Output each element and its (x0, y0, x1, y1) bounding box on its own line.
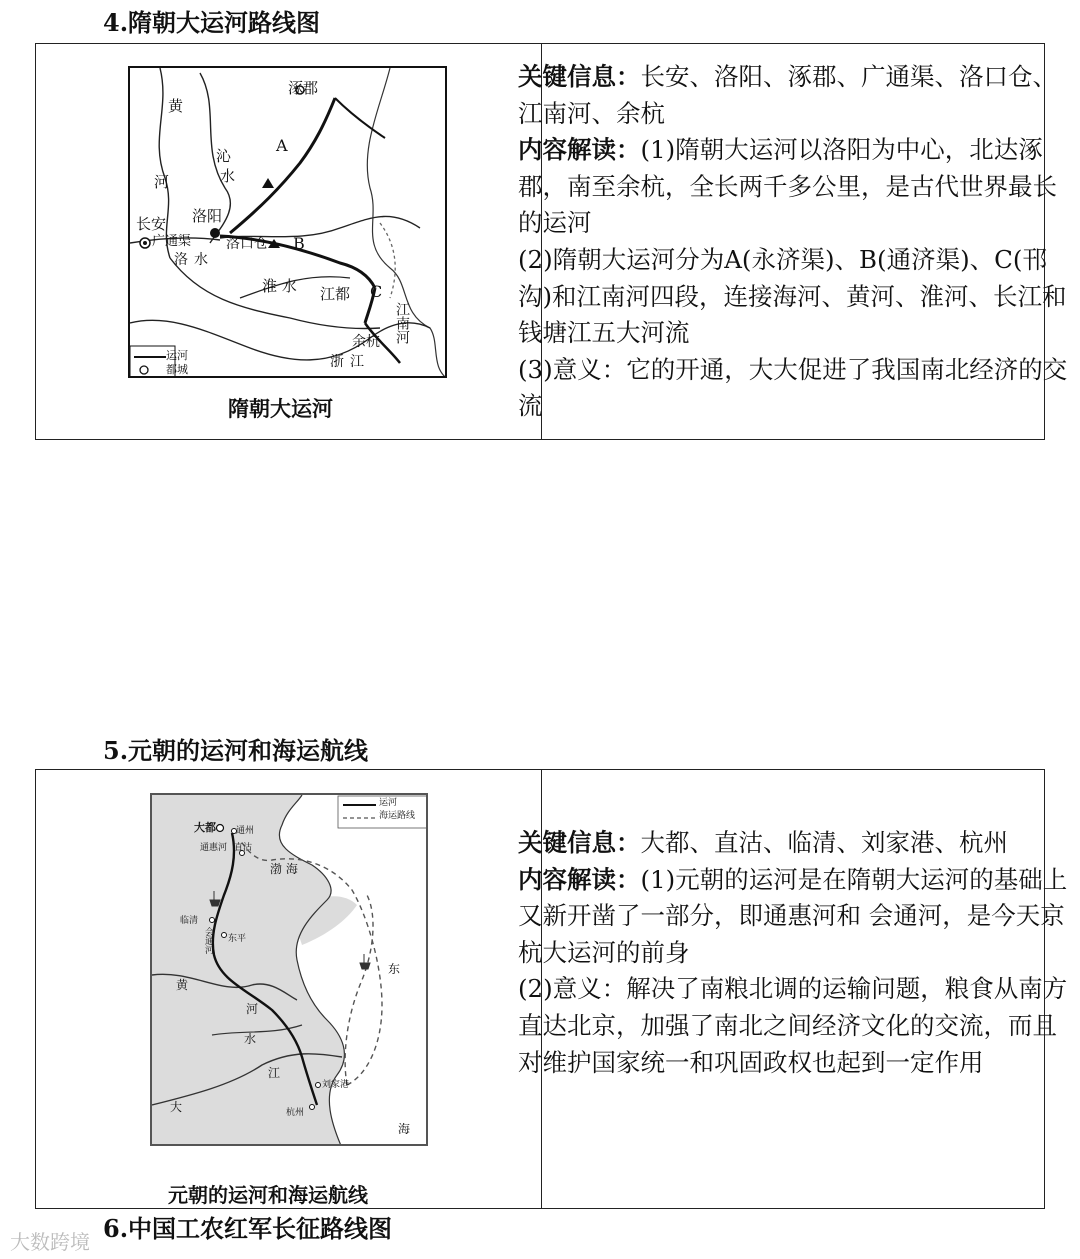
sui-label-jiangnanhe: 江南河 (394, 302, 410, 344)
section4-heading: 4.隋朝大运河路线图 (103, 8, 321, 37)
sui-label-he: 河 (154, 173, 170, 191)
sui-yellow-river-lower (220, 216, 420, 238)
yuan-label-dadu: 大都 (194, 821, 216, 834)
yuan-label-bohai: 渤 海 (270, 862, 298, 876)
section4-point1: (1)隋朝大运河以洛阳为中心，北达涿郡，南至余杭，全长两千多公里，是古代世界最长的运河 (518, 135, 1057, 238)
sui-label-luoshui: 洛水 (174, 252, 214, 268)
yuan-dadu-marker (217, 825, 224, 832)
section5-heading: 5.元朝的运河和海运航线 (103, 736, 369, 765)
yuan-linqing-marker (210, 918, 215, 923)
sui-canal-map (128, 66, 447, 378)
yuan-label-hangzhou: 杭州 (286, 1108, 305, 1118)
yuan-label-tongzhou: 通州 (236, 826, 255, 836)
sui-label-shui: 水 (220, 167, 236, 185)
yuan-label-dongping: 东平 (228, 934, 247, 944)
sui-label-changan: 长安 (136, 215, 167, 233)
yuan-label-da: 大 (170, 1100, 183, 1114)
sui-label-huang: 黄 (168, 97, 184, 115)
section5-text (518, 825, 1072, 1081)
yuan-legend-canal-label: 运河 (379, 798, 398, 808)
yuan-yellow-river (152, 974, 297, 1000)
yuan-label-huang: 黄 (176, 978, 189, 992)
yuan-liujiagang-marker (316, 1083, 321, 1088)
sui-canal-a-branch (335, 98, 385, 138)
sui-label-c: C (370, 282, 383, 301)
sui-map-caption: 隋朝大运河 (228, 396, 333, 421)
yuan-label-dong: 东 (388, 962, 401, 976)
sui-canal-a (230, 98, 335, 233)
yuan-sea (279, 795, 428, 1146)
section4-point3: (3)意义：它的开通，大大促进了我国南北经济的交流 (518, 354, 1068, 421)
yuan-label-zhigu: 直沽 (234, 843, 253, 853)
yuan-hangzhou-marker (310, 1105, 315, 1110)
section5-key-label: 关键信息： (518, 828, 641, 857)
sui-label-guangtongqu: 广通渠 (152, 234, 192, 249)
sui-label-luoyang: 洛阳 (192, 207, 223, 225)
sui-label-a: A (276, 136, 288, 155)
sui-label-b: B (293, 234, 305, 253)
watermark: 大数跨境 (10, 1230, 90, 1254)
sui-label-luokoucang: 洛口仓 (226, 236, 268, 252)
yuan-label-tonghuihe: 通惠河 (200, 843, 228, 853)
yuan-label-huitonghe: 会通河 (203, 927, 213, 954)
sui-legend-city-marker (140, 366, 148, 374)
section4-interp-label: 内容解读： (518, 135, 641, 165)
yuan-label-jiang: 江 (268, 1066, 281, 1080)
yuan-legend-sea-label: 海运路线 (379, 811, 416, 821)
yuan-label-he: 河 (246, 1002, 259, 1016)
yuan-map-caption: 元朝的运河和海运航线 (168, 1183, 368, 1207)
sui-label-huaishui: 淮 水 (262, 277, 297, 295)
section4-point2: (2)隋朝大运河分为A(永济渠)、B(通济渠)、C(邗沟)和江南河四段，连接海河、黄河、淮河、长江和钱塘江五大河流 (518, 244, 1067, 348)
section5-key-value: 大都、直沽、临清、刘家港、杭州 (640, 828, 1008, 857)
yuan-canal-map (150, 793, 428, 1146)
yuan-ship-1 (210, 891, 220, 906)
section4-key-label: 关键信息： (518, 62, 641, 91)
yuan-dongping-marker (222, 933, 227, 938)
section4-text (518, 59, 1072, 425)
section4-key-value: 长安、洛阳、涿郡、广通渠、洛口仓、江南河、余杭 (518, 62, 1057, 128)
sui-legend-city-label: 都城 (166, 363, 188, 376)
sui-label-qin: 沁 (216, 147, 232, 165)
sui-granary-1 (262, 178, 274, 188)
yuan-label-linqing: 临清 (180, 916, 199, 926)
yuan-label-hai: 海 (398, 1122, 411, 1136)
section5-interp-label: 内容解读： (518, 864, 641, 894)
yuan-label-shui: 水 (244, 1032, 257, 1046)
section5-point2: (2)意义：解决了南粮北调的运输问题，粮食从南方直达北京，加强了南北之间经济文化的交流，而且对维护国家统一和巩固政权也起到一定作用 (518, 974, 1068, 1077)
sui-label-jiangdu: 江都 (320, 285, 351, 303)
section6-heading: 6.中国工农红军长征路线图 (103, 1214, 393, 1243)
sui-luoyang-marker (210, 228, 220, 238)
yuan-map-drawing (152, 795, 428, 1146)
section5-point1: (1)元朝的运河是在隋朝大运河的基础上又新开凿了一部分，即通惠河和 会通河，是今天京杭大运河的前身 (518, 864, 1068, 967)
yuan-label-liujiagang: 刘家港 (322, 1080, 350, 1090)
sui-label-zhejiang: 浙江 (330, 354, 370, 370)
sui-label-zhuojun: 涿郡 (288, 79, 319, 97)
sui-label-yuhang: 余杭 (352, 334, 380, 350)
sui-legend-canal-label: 运河 (166, 349, 188, 362)
